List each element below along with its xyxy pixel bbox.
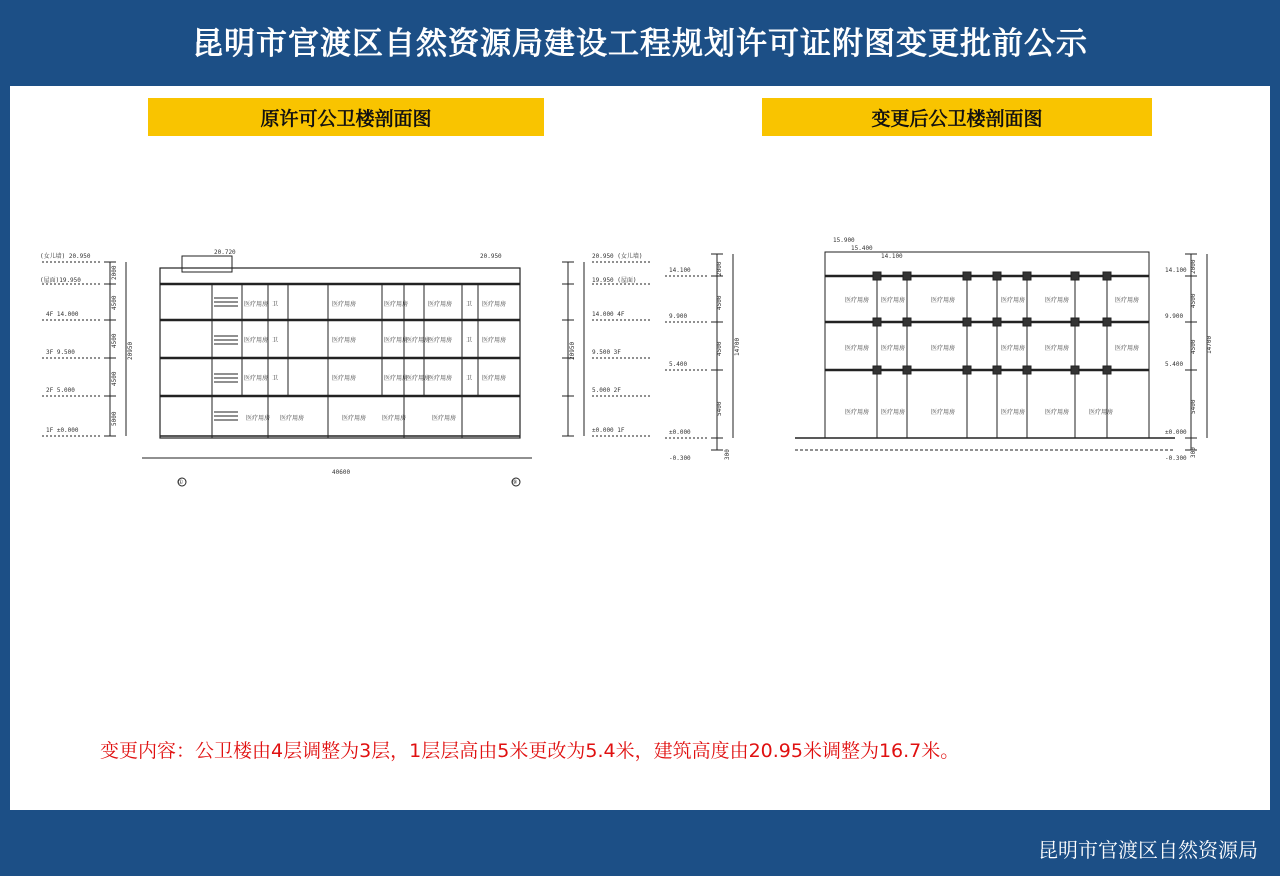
vdim-total: 20950 [127, 341, 134, 360]
vdim-1: 4500 [111, 295, 118, 310]
r-elev-right-0: 14.100 [1165, 267, 1187, 274]
elev-right-5: ±0.000 1F [592, 427, 625, 434]
room-3-1: 卫 [272, 337, 279, 344]
r-room-1-0: 医疗用房 [845, 409, 870, 416]
r-room-3-0: 医疗用房 [845, 297, 870, 304]
room-3-4: 医疗用房 [406, 337, 431, 344]
dim-top-width: 20.720 [214, 249, 236, 256]
elev-left-3: 3F 9.500 [46, 349, 75, 356]
header-bar [0, 0, 1280, 80]
r-vdim-left-4: 300 [724, 449, 731, 460]
room-2-0: 医疗用房 [244, 375, 269, 382]
r-elev-left-1: 9.900 [669, 313, 688, 320]
room-4-3: 医疗用房 [384, 301, 409, 308]
axis-right: ⑨ [512, 479, 518, 486]
original-section-label: 原许可公卫楼剖面图 [148, 98, 544, 136]
r-room-2-4: 医疗用房 [1045, 345, 1070, 352]
footer-bar [0, 818, 1280, 876]
elev-left-4: 2F 5.000 [46, 387, 75, 394]
r-room-1-2: 医疗用房 [931, 409, 956, 416]
r-room-1-4: 医疗用房 [1045, 409, 1070, 416]
room-4-4: 医疗用房 [428, 301, 453, 308]
vdim-4: 5000 [111, 411, 118, 426]
r-room-3-2: 医疗用房 [931, 297, 956, 304]
room-3-2: 医疗用房 [332, 337, 357, 344]
elev-right-3: 9.500 3F [592, 349, 621, 356]
elev-left-0: (女儿墙) 20.950 [40, 253, 91, 260]
elev-right-0: 20.950 (女儿墙) [592, 253, 643, 260]
r-room-2-0: 医疗用房 [845, 345, 870, 352]
page-title: 昆明市官渡区自然资源局建设工程规划许可证附图变更批前公示 [192, 25, 1088, 62]
elev-right-4: 5.000 2F [592, 387, 621, 394]
r-elev-right-4: -0.300 [1165, 455, 1187, 462]
r-elev-right-2: 5.400 [1165, 361, 1184, 368]
r-room-3-3: 医疗用房 [1001, 297, 1026, 304]
room-2-3: 医疗用房 [384, 375, 409, 382]
r-room-2-1: 医疗用房 [881, 345, 906, 352]
room-4-2: 医疗用房 [332, 301, 357, 308]
dim-total-width: 40600 [332, 469, 351, 476]
room-2-4: 医疗用房 [406, 375, 431, 382]
r-elev-right-3: ±0.000 [1165, 429, 1187, 436]
r-elev-right-1: 9.900 [1165, 313, 1184, 320]
r-room-3-5: 医疗用房 [1115, 297, 1140, 304]
axis-left: ① [178, 479, 184, 486]
r-room-1-1: 医疗用房 [881, 409, 906, 416]
dim-right-top: 20.950 [480, 253, 502, 260]
r-vdim-right-0: 2000 [1190, 259, 1197, 274]
revised-section-label: 变更后公卫楼剖面图 [762, 98, 1152, 136]
room-3-7: 医疗用房 [482, 337, 507, 344]
r-vdim-left-2: 4500 [716, 341, 723, 356]
room-4-6: 医疗用房 [482, 301, 507, 308]
revised-section-drawing [655, 228, 1215, 498]
room-4-1: 卫 [272, 301, 279, 308]
elev-left-2: 4F 14.000 [46, 311, 79, 318]
room-1-3: 医疗用房 [382, 415, 407, 422]
r-vdim-right-1: 4500 [1190, 293, 1197, 308]
room-3-3: 医疗用房 [384, 337, 409, 344]
r-vdim-left-1: 4500 [716, 295, 723, 310]
content-panel [10, 86, 1270, 810]
original-section-drawing [32, 228, 652, 508]
room-2-6: 卫 [466, 375, 473, 382]
vdim-2: 4500 [111, 333, 118, 348]
top-elev-2: 14.100 [881, 253, 903, 260]
room-3-6: 卫 [466, 337, 473, 344]
room-4-0: 医疗用房 [244, 301, 269, 308]
r-elev-left-3: ±0.000 [669, 429, 691, 436]
r-vdim-left-3: 5400 [716, 401, 723, 416]
r-vdim-left-0: 2000 [716, 261, 723, 276]
r-room-1-5: 医疗用房 [1089, 409, 1114, 416]
room-2-2: 医疗用房 [332, 375, 357, 382]
vdim-total-right: 20950 [569, 341, 576, 360]
r-room-2-3: 医疗用房 [1001, 345, 1026, 352]
room-1-1: 医疗用房 [280, 415, 305, 422]
r-vdim-right-3: 5400 [1190, 399, 1197, 414]
room-2-1: 卫 [272, 375, 279, 382]
elev-left-1: (屋面)19.950 [40, 277, 81, 284]
room-1-4: 医疗用房 [432, 415, 457, 422]
footer-org: 昆明市官渡区自然资源局 [1038, 838, 1258, 862]
r-room-2-5: 医疗用房 [1115, 345, 1140, 352]
change-description: 变更内容：公卫楼由4层调整为3层，1层层高由5米更改为5.4米，建筑高度由20.95米调整为16.7米。 [100, 740, 960, 762]
elev-right-1: 19.950 (屋面) [592, 277, 637, 284]
r-elev-left-2: 5.400 [669, 361, 688, 368]
r-vdim-right-total: 14700 [1206, 335, 1213, 354]
r-elev-left-4: -0.300 [669, 455, 691, 462]
room-3-5: 医疗用房 [428, 337, 453, 344]
r-elev-left-0: 14.100 [669, 267, 691, 274]
elev-right-2: 14.000 4F [592, 311, 625, 318]
room-2-5: 医疗用房 [428, 375, 453, 382]
room-2-7: 医疗用房 [482, 375, 507, 382]
r-room-1-3: 医疗用房 [1001, 409, 1026, 416]
room-1-0: 医疗用房 [246, 415, 271, 422]
r-room-3-4: 医疗用房 [1045, 297, 1070, 304]
room-4-5: 卫 [466, 301, 473, 308]
room-1-2: 医疗用房 [342, 415, 367, 422]
vdim-3: 4500 [111, 371, 118, 386]
room-3-0: 医疗用房 [244, 337, 269, 344]
r-vdim-right-4: 300 [1190, 447, 1197, 458]
top-elev-1: 15.400 [851, 245, 873, 252]
r-room-3-1: 医疗用房 [881, 297, 906, 304]
r-vdim-left-total: 14700 [734, 337, 741, 356]
r-room-2-2: 医疗用房 [931, 345, 956, 352]
r-vdim-right-2: 4500 [1190, 339, 1197, 354]
elev-left-5: 1F ±0.000 [46, 427, 79, 434]
top-elev-0: 15.900 [833, 237, 855, 244]
vdim-0: 2000 [111, 265, 118, 280]
